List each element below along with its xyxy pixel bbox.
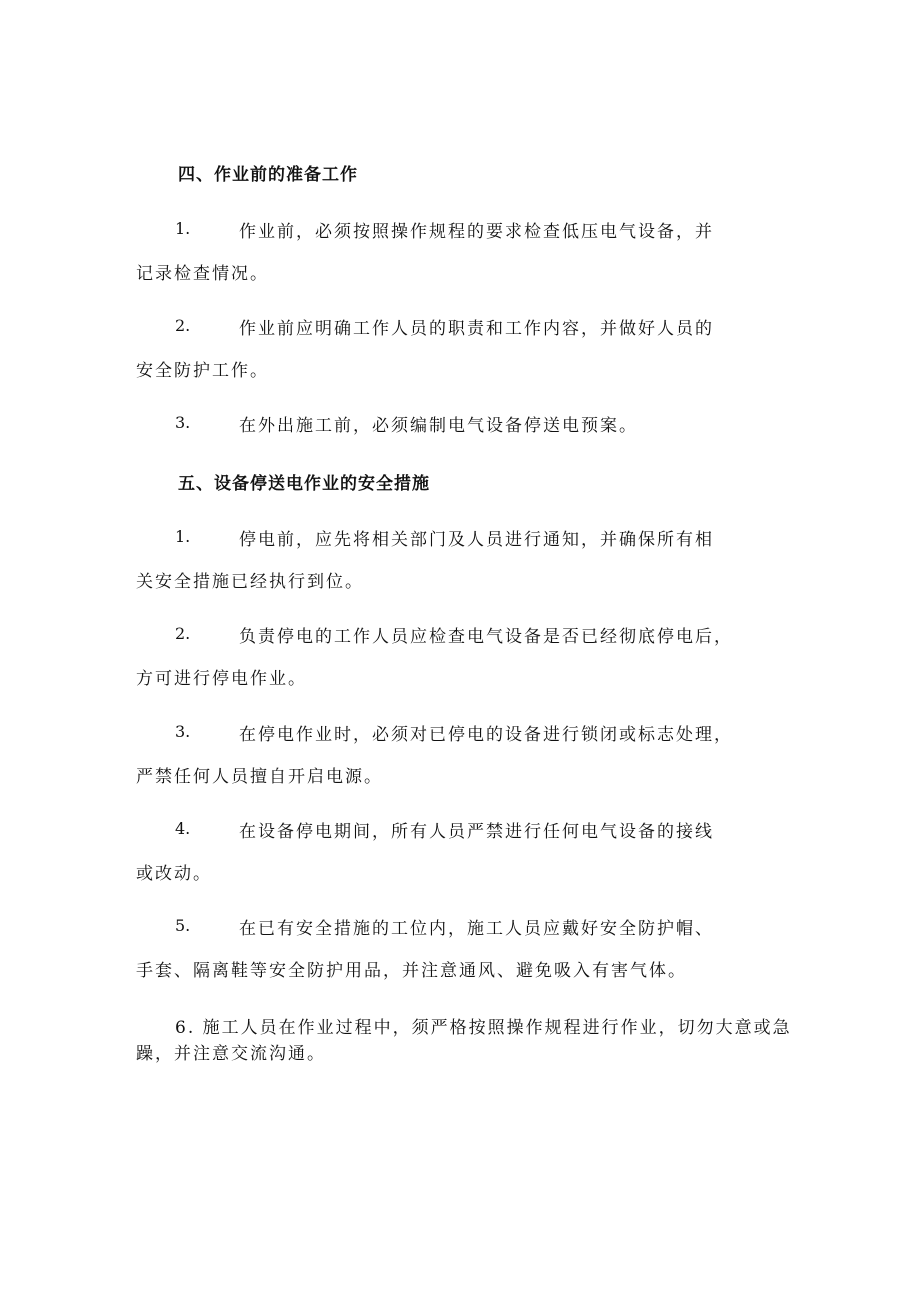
paragraph-line: 躁，并注意交流沟通。 [136, 1044, 326, 1064]
paragraph-line: 手套、隔离鞋等安全防护用品，并注意通风、避免吸入有害气体。 [136, 961, 687, 981]
section-4-heading: 四、作业前的准备工作 [178, 165, 358, 185]
item-number: 1. [175, 527, 191, 546]
section-5-heading: 五、设备停送电作业的安全措施 [178, 474, 430, 494]
item-number: 3. [175, 722, 191, 741]
paragraph-line: 在已有安全措施的工位内，施工人员应戴好安全防护帽、 [239, 919, 714, 939]
item-number: 2. [175, 316, 191, 335]
item-number: 5. [175, 916, 191, 935]
paragraph-line: 停电前，应先将相关部门及人员进行通知，并确保所有相 [239, 530, 714, 550]
paragraph-line: 6. 施工人员在作业过程中，须严格按照操作规程进行作业，切勿大意或急 [175, 1018, 792, 1038]
paragraph-line: 记录检查情况。 [136, 264, 269, 284]
paragraph-line: 方可进行停电作业。 [136, 669, 307, 689]
paragraph-line: 负责停电的工作人员应检查电气设备是否已经彻底停电后， [239, 627, 733, 647]
paragraph-line: 或改动。 [136, 864, 212, 884]
paragraph-line: 安全防护工作。 [136, 361, 269, 381]
item-number: 3. [175, 413, 191, 432]
paragraph-line: 作业前应明确工作人员的职责和工作内容，并做好人员的 [239, 319, 714, 339]
item-number: 4. [175, 819, 191, 838]
item-number: 1. [175, 219, 191, 238]
paragraph-line: 在设备停电期间，所有人员严禁进行任何电气设备的接线 [239, 822, 714, 842]
paragraph-line: 关安全措施已经执行到位。 [136, 572, 364, 592]
paragraph-line: 在外出施工前，必须编制电气设备停送电预案。 [239, 416, 638, 436]
paragraph-line: 严禁任何人员擅自开启电源。 [136, 767, 383, 787]
item-number: 2. [175, 624, 191, 643]
paragraph-line: 在停电作业时，必须对已停电的设备进行锁闭或标志处理， [239, 725, 733, 745]
paragraph-line: 作业前，必须按照操作规程的要求检查低压电气设备，并 [239, 222, 714, 242]
